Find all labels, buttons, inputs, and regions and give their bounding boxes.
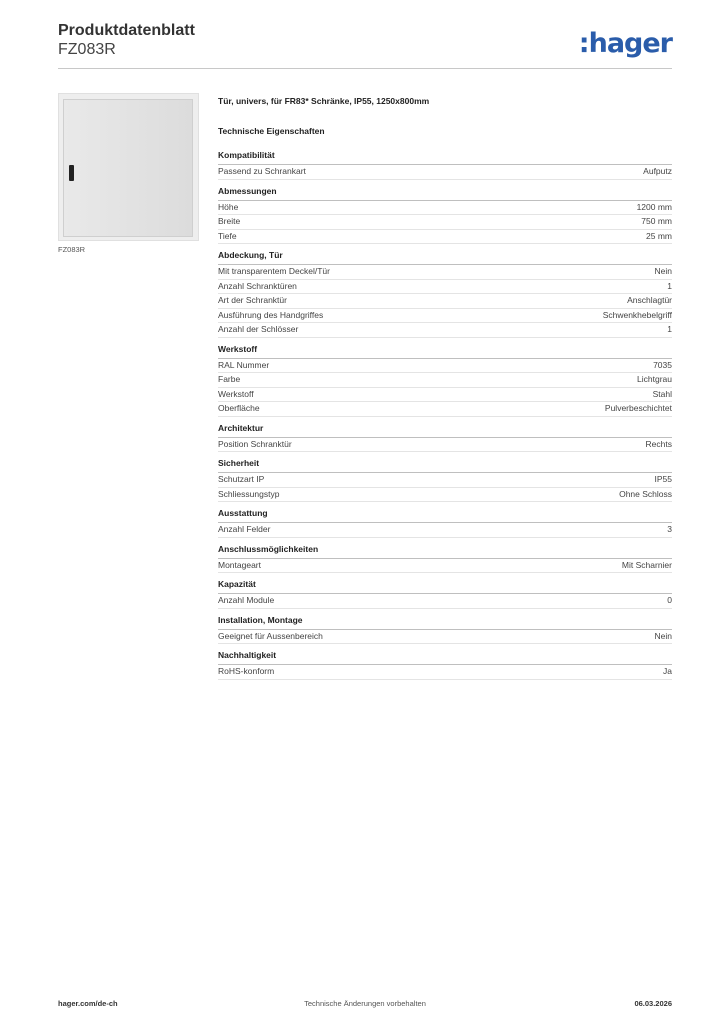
door-panel-illustration	[63, 99, 193, 237]
spec-value: 1200 mm	[636, 201, 672, 212]
spec-row	[218, 523, 672, 538]
image-caption: FZ083R	[58, 245, 86, 254]
spec-label: RAL Nummer	[218, 359, 270, 370]
product-code: FZ083R	[58, 41, 116, 58]
spec-label: RoHS-konform	[218, 666, 275, 676]
spec-row	[218, 280, 672, 295]
document-title: Produktdatenblatt	[58, 22, 195, 39]
spec-label: Schutzart IP	[218, 474, 265, 484]
spec-row	[218, 373, 672, 388]
spec-value: Schwenkhebelgriff	[602, 309, 672, 320]
spec-row	[218, 165, 672, 180]
spec-value: 1	[667, 324, 672, 334]
spec-content	[218, 96, 672, 686]
page-header	[58, 22, 672, 70]
spec-value: Nein	[654, 266, 672, 276]
spec-row	[218, 265, 672, 280]
footer-website[interactable]: hager.com/de-ch	[58, 999, 118, 1008]
spec-group	[218, 615, 672, 645]
spec-group-title: Kompatibilität	[218, 150, 672, 165]
footer-date: 06.03.2026	[634, 999, 672, 1008]
spec-group-title: Ausstattung	[218, 508, 672, 523]
spec-label: Mit transparentem Deckel/Tür	[218, 266, 330, 276]
spec-row	[218, 215, 672, 230]
spec-value: 25 mm	[646, 230, 672, 241]
spec-value: 750 mm	[641, 216, 672, 226]
spec-value: Pulverbeschichtet	[604, 403, 672, 413]
spec-row	[218, 665, 672, 680]
spec-group	[218, 344, 672, 417]
spec-row	[218, 559, 672, 574]
spec-group-title: Sicherheit	[218, 458, 672, 473]
spec-group-title: Installation, Montage	[218, 615, 672, 630]
spec-group-title: Nachhaltigkeit	[218, 650, 672, 665]
spec-group-title: Abdeckung, Tür	[218, 250, 672, 265]
spec-value: Stahl	[652, 388, 672, 399]
spec-group	[218, 544, 672, 574]
spec-label: Farbe	[218, 374, 241, 384]
spec-group-title: Abmessungen	[218, 186, 672, 201]
spec-value: Nein	[654, 630, 672, 641]
spec-group	[218, 458, 672, 502]
spec-label: Höhe	[218, 201, 239, 212]
spec-group	[218, 150, 672, 180]
section-heading: Technische Eigenschaften	[218, 126, 325, 136]
spec-row	[218, 594, 672, 609]
spec-value: Rechts	[645, 438, 672, 449]
spec-value: Aufputz	[643, 166, 672, 176]
spec-value: Ja	[663, 666, 672, 676]
header-divider	[58, 68, 672, 69]
spec-value: IP55	[654, 474, 672, 484]
spec-group	[218, 186, 672, 245]
spec-label: Ausführung des Handgriffes	[218, 309, 324, 320]
product-description: Tür, univers, für FR83* Schränke, IP55, 1250x800mm	[218, 96, 430, 106]
spec-label: Geeignet für Aussenbereich	[218, 630, 323, 641]
footer-notice: Technische Änderungen vorbehalten	[304, 999, 426, 1008]
spec-row	[218, 402, 672, 417]
spec-row	[218, 323, 672, 338]
spec-row	[218, 201, 672, 216]
spec-row	[218, 309, 672, 324]
spec-value: 1	[667, 280, 672, 291]
spec-label: Anzahl Schranktüren	[218, 280, 297, 291]
spec-label: Werkstoff	[218, 388, 254, 399]
spec-label: Tiefe	[218, 230, 237, 241]
spec-value: Lichtgrau	[637, 374, 672, 384]
spec-row	[218, 438, 672, 453]
spec-row	[218, 294, 672, 309]
spec-value: 7035	[653, 359, 672, 370]
spec-label: Oberfläche	[218, 403, 260, 413]
spec-group	[218, 423, 672, 453]
spec-label: Position Schranktür	[218, 438, 292, 449]
spec-group-title: Werkstoff	[218, 344, 672, 359]
spec-value: Anschlagtür	[627, 295, 672, 305]
spec-value: Ohne Schloss	[619, 488, 672, 499]
spec-group	[218, 579, 672, 609]
spec-group	[218, 650, 672, 680]
spec-label: Anzahl Felder	[218, 524, 271, 534]
spec-label: Montageart	[218, 559, 261, 570]
spec-row	[218, 630, 672, 645]
spec-label: Breite	[218, 216, 241, 226]
spec-groups	[218, 150, 672, 680]
spec-row	[218, 359, 672, 374]
spec-value: 3	[667, 524, 672, 534]
spec-group	[218, 250, 672, 338]
spec-label: Anzahl Module	[218, 595, 275, 605]
spec-label: Passend zu Schrankart	[218, 166, 306, 176]
spec-row	[218, 473, 672, 488]
spec-group	[218, 508, 672, 538]
product-image	[58, 93, 199, 241]
hager-logo: :hager	[578, 28, 672, 59]
spec-label: Anzahl der Schlösser	[218, 324, 299, 334]
spec-group-title: Anschlussmöglichkeiten	[218, 544, 672, 559]
spec-row	[218, 230, 672, 245]
spec-label: Art der Schranktür	[218, 295, 287, 305]
spec-value: Mit Scharnier	[621, 559, 672, 570]
spec-value: 0	[667, 595, 672, 605]
door-handle-icon	[69, 165, 74, 181]
spec-row	[218, 488, 672, 503]
spec-group-title: Kapazität	[218, 579, 672, 594]
spec-label: Schliessungstyp	[218, 488, 280, 499]
spec-row	[218, 388, 672, 403]
spec-group-title: Architektur	[218, 423, 672, 438]
